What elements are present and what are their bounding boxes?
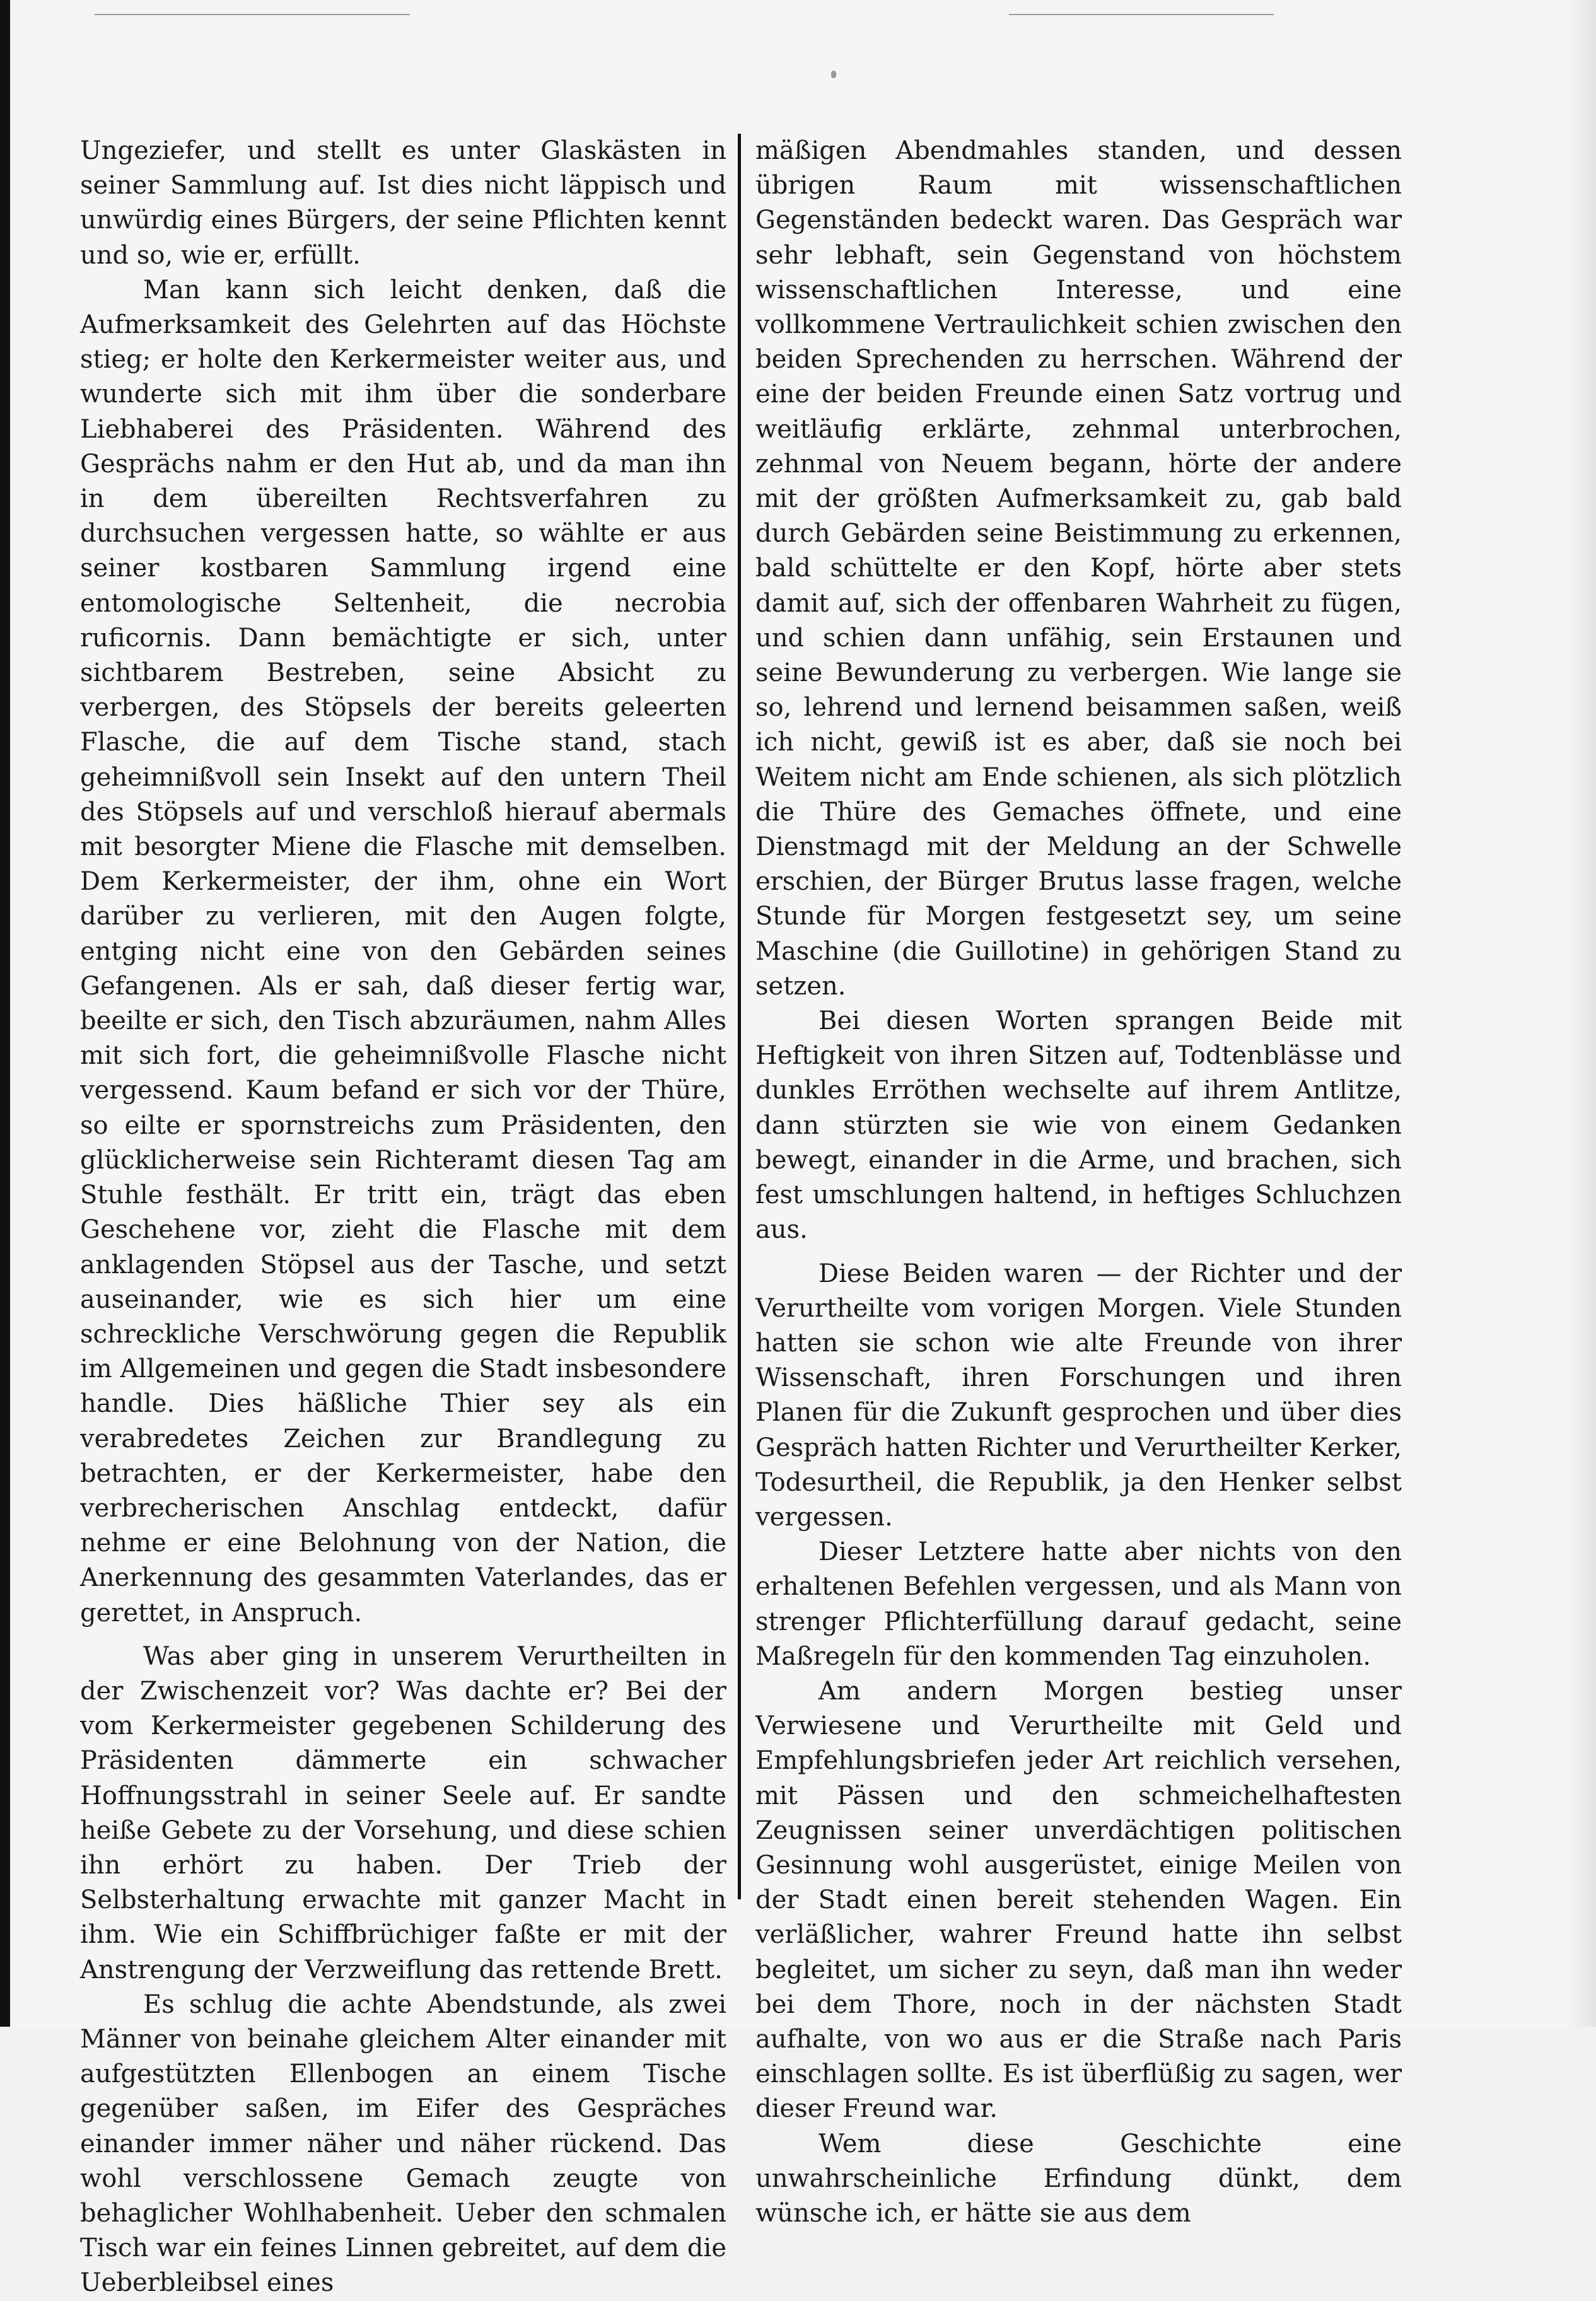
page-right-margin xyxy=(1568,0,1596,2027)
binding-edge xyxy=(0,0,10,2027)
top-rule-left xyxy=(95,14,410,15)
right-column xyxy=(755,134,1402,2231)
paragraph: Dieser Letztere hatte aber nichts von den erhaltenen Befehlen vergessen, und als Mann von strenger Pflichterfüllung darauf gedacht, seine Maßregeln für den kommenden Tag einzuholen. xyxy=(755,1537,1402,1671)
paragraph: Was aber ging in unserem Verurtheilten in der Zwischenzeit vor? Was dachte er? Bei der vom Kerkermeister gegebenen Schilderung des Präsidenten dämmerte ein schwacher Hoffnungsstrahl in seiner Seele auf. Er sandte heiße Gebete zu der Vorsehung, und diese schien ihn erhört zu haben. Der Trieb der Selbsterhaltung erwachte mit ganzer Macht in ihm. Wie ein Schiffbrüchiger faßte er mit der Anstrengung der Verzweiflung das rettende Brett. xyxy=(80,1641,726,1984)
left-column xyxy=(80,134,726,2301)
page-speck xyxy=(831,71,836,78)
paragraph: mäßigen Abendmahles standen, und dessen übrigen Raum mit wissenschaftlichen Gegenständen bedeckt waren. Das Gespräch war sehr lebhaft, sein Gegenstand von höchstem wissenschaftlichen Interesse, und eine vollkommene Vertraulichkeit schien zwischen den beiden Sprechenden zu herrschen. Während der eine der beiden Freunde einen Satz vortrug und weitläufig erklärte, zehnmal unterbrochen, zehnmal von Neuem begann, hörte der andere mit der größten Aufmerksamkeit zu, gab bald durch Gebärden seine Beistimmung zu erkennen, bald schüttelte er den Kopf, hörte aber stets damit auf, sich der offenbaren Wahrheit zu fügen, und schien dann unfähig, sein Erstaunen und seine Bewunderung zu verbergen. Wie lange sie so, lehrend und lernend beisammen saßen, weiß ich nicht, gewiß ist es aber, daß sie noch bei Weitem nicht am Ende schienen, als sich plötzlich die Thüre des Gemaches öffnete, und eine Dienstmagd mit der Meldung an der Schwelle erschien, der Bürger Brutus lasse fragen, welche Stunde für Morgen festgesetzt sey, um seine Maschine (die Guillotine) in gehörigen Stand zu setzen. xyxy=(755,136,1402,1001)
paragraph: Diese Beiden waren — der Richter und der Verurtheilte vom vorigen Morgen. Viele Stunden hatten sie schon wie alte Freunde von ihrer Wissenschaft, ihren Forschungen und ihren Planen für die Zukunft gesprochen und über dies Gespräch hatten Richter und Verurtheilter Kerker, Todesurtheil, die Republik, ja den Henker selbst vergessen. xyxy=(755,1259,1402,1532)
paragraph: Es schlug die achte Abendstunde, als zwei Männer von beinahe gleichem Alter einander mit aufgestützten Ellenbogen an einem Tische gegenüber saßen, im Eifer des Gespräches einander immer näher und näher rückend. Das wohl verschlossene Gemach zeugte von behaglicher Wohlhabenheit. Ueber den schmalen Tisch war ein feines Linnen gebreitet, auf dem die Ueberbleibsel eines xyxy=(80,1989,726,2298)
paragraph: Ungeziefer, und stellt es unter Glaskästen in seiner Sammlung auf. Ist dies nicht läppisch und unwürdig eines Bürgers, der seine Pflichten kennt und so, wie er, erfüllt. xyxy=(80,136,726,270)
paragraph: Am andern Morgen bestieg unser Verwiesene und Verurtheilte mit Geld und Empfehlungsbriefen jeder Art reichlich versehen, mit Pässen und den schmeichelhaftesten Zeugnissen seiner unverdächtigen politischen Gesinnung wohl ausgerüstet, einige Meilen von der Stadt einen bereit stehenden Wagen. Ein verläßlicher, wahrer Freund hatte ihn selbst begleitet, um sicher zu seyn, daß man ihn weder bei dem Thore, noch in der nächsten Stadt aufhalte, von wo aus er die Straße nach Paris einschlagen sollte. Es ist überflüßig zu sagen, wer dieser Freund war. xyxy=(755,1676,1402,2124)
column-divider xyxy=(738,134,741,1899)
paragraph: Wem diese Geschichte eine unwahrscheinliche Erfindung dünkt, dem wünsche ich, er hätte sie aus dem xyxy=(755,2129,1402,2228)
top-rule-right xyxy=(1009,14,1274,15)
paragraph: Man kann sich leicht denken, daß die Aufmerksamkeit des Gelehrten auf das Höchste stieg; er holte den Kerkermeister weiter aus, und wunderte sich mit ihm über die sonderbare Liebhaberei des Präsidenten. Während des Gesprächs nahm er den Hut ab, und da man ihn in dem übereilten Rechtsverfahren zu durchsuchen vergessen hatte, so wählte er aus seiner kostbaren Sammlung irgend eine entomologische Seltenheit, die necrobia ruficornis. Dann bemächtigte er sich, unter sichtbarem Bestreben, seine Absicht zu verbergen, des Stöpsels der bereits geleerten Flasche, die auf dem Tische stand, stach geheimnißvoll sein Insekt auf den untern Theil des Stöpsels auf und verschloß hierauf abermals mit besorgter Miene die Flasche mit demselben. Dem Kerkermeister, der ihm, ohne ein Wort darüber zu verlieren, mit den Augen folgte, entging nicht eine von den Gebärden seines Gefangenen. Als er sah, daß dieser fertig war, beeilte er sich, den Tisch abzuräumen, nahm Alles mit sich fort, die geheimnißvolle Flasche nicht vergessend. Kaum befand er sich vor der Thüre, so eilte er spornstreichs zum Präsidenten, den glücklicherweise sein Richteramt diesen Tag am Stuhle festhält. Er tritt ein, trägt das eben Geschehene vor, zieht die Flasche mit dem anklagenden Stöpsel aus der Tasche, und setzt auseinander, wie es sich hier um eine schreckliche Verschwörung gegen die Republik im Allgemeinen und gegen die Stadt insbesondere handle. Dies häßliche Thier sey als ein verabredetes Zeichen zur Brandlegung zu betrachten, er der Kerkermeister, habe den verbrecherischen Anschlag entdeckt, dafür nehme er eine Belohnung von der Nation, die Anerkennung des gesammten Vaterlandes, das er gerettet, in Anspruch. xyxy=(80,275,726,1628)
paragraph: Bei diesen Worten sprangen Beide mit Heftigkeit von ihren Sitzen auf, Todtenblässe und dunkles Erröthen wechselte auf ihrem Antlitze, dann stürzten sie wie von einem Gedanken bewegt, einander in die Arme, und brachen, sich fest umschlungen haltend, in heftiges Schluchzen aus. xyxy=(755,1006,1402,1245)
